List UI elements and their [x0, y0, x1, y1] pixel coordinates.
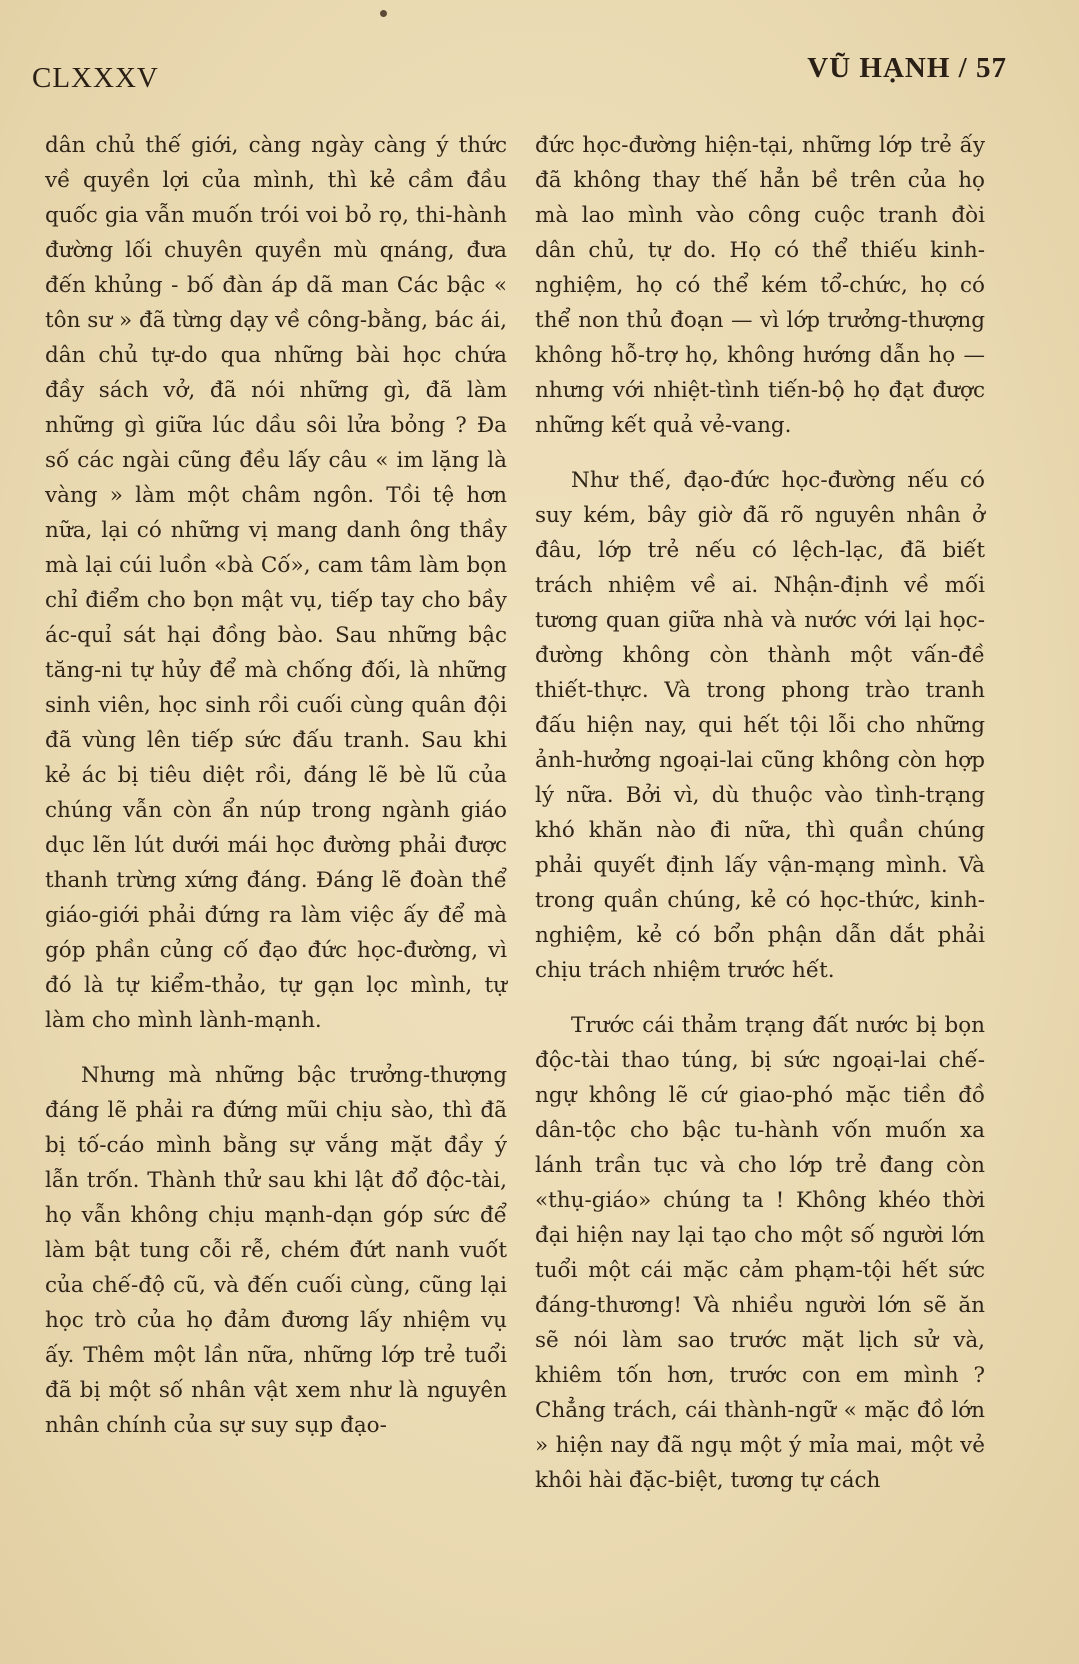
- left-column: [45, 128, 507, 1463]
- right-paragraph-3: Trước cái thảm trạng đất nước bị bọn độc-tài thao túng, bị sức ngoại-lai chế-ngự không lẽ cứ giao-phó mặc tiền đồ dân-tộc cho bậc tu-hành vốn muốn xa lánh trần tục và cho lớp trẻ đang còn «thụ-giáo» chúng ta ! Không khéo thời đại hiện nay lại tạo cho một số người lớn tuổi một cái mặc cảm phạm-tội hết sức đáng-thương! Và nhiều người lớn sẽ ăn sẽ nói làm sao trước mặt lịch sử và, khiêm tốn hơn, trước con em mình ? Chẳng trách, cái thành-ngữ « mặc đồ lớn » hiện nay đã ngụ một ý mỉa mai, một vẻ khôi hài đặc-biệt, tương tự cách: [535, 1013, 985, 1493]
- running-title: VŨ HẠNH / 57: [807, 52, 1007, 84]
- print-speck: [380, 10, 387, 17]
- section-number: CLXXXV: [32, 62, 159, 94]
- right-paragraph-2: Như thế, đạo-đức học-đường nếu có suy kém, bây giờ đã rõ nguyên nhân ở đâu, lớp trẻ nếu có lệch-lạc, đã biết trách nhiệm về ai. Nhận-định về mối tương quan giữa nhà và nước với lại học-đường không còn thành một vấn-đề thiết-thực. Và trong phong trào tranh đấu hiện nay, qui hết tội lỗi cho những ảnh-hưởng ngoại-lai cũng không còn hợp lý nữa. Bởi vì, dù thuộc vào tình-trạng khó khăn nào đi nữa, thì quần chúng phải quyết định lấy vận-mạng mình. Và trong quần chúng, kẻ có học-thức, kinh-nghiệm, kẻ có bổn phận dẫn dắt phải chịu trách nhiệm trước hết.: [535, 468, 985, 983]
- right-column: [535, 128, 985, 1518]
- left-paragraph-2: Nhưng mà những bậc trưởng-thượng đáng lẽ phải ra đứng mũi chịu sào, thì đã bị tố-cáo mình bằng sự vắng mặt đầy ý lẫn trốn. Thành thử sau khi lật đổ độc-tài, họ vẫn không chịu mạnh-dạn góp sức để làm bật tung cỗi rễ, chém đứt nanh vuốt của chế-độ cũ, và đến cuối cùng, cũng lại học trò của họ đảm đương lấy nhiệm vụ ấy. Thêm một lần nữa, những lớp trẻ tuổi đã bị một số nhân vật xem như là nguyên nhân chính của sự suy sụp đạo-: [45, 1063, 507, 1438]
- right-paragraph-1: đức học-đường hiện-tại, những lớp trẻ ấy đã không thay thế hẳn bề trên của họ mà lao mình vào công cuộc tranh đòi dân chủ, tự do. Họ có thể thiếu kinh-nghiệm, họ có thể kém tổ-chức, họ có thể non thủ đoạn — vì lớp trưởng-thượng không hỗ-trợ họ, không hướng dẫn họ — nhưng với nhiệt-tình tiến-bộ họ đạt được những kết quả vẻ-vang.: [535, 133, 985, 438]
- left-paragraph-1: dân chủ thế giới, càng ngày càng ý thức về quyền lợi của mình, thì kẻ cầm đầu quốc gia vẫn muốn trói voi bỏ rọ, thi-hành đường lối chuyên quyền mù qnáng, đưa đến khủng - bố đàn áp dã man Các bậc « tôn sư » đã từng dạy về công-bằng, bác ái, dân chủ tự-do qua những bài học chứa đầy sách vở, đã nói những gì, đã làm những gì giữa lúc dầu sôi lửa bỏng ? Đa số các ngài cũng đều lấy câu « im lặng là vàng » làm một châm ngôn. Tồi tệ hơn nữa, lại có những vị mang danh ông thầy mà lại cúi luồn «bà Cố», cam tâm làm bọn chỉ điểm cho bọn mật vụ, tiếp tay cho bầy ác-quỉ sát hại đồng bào. Sau những bậc tăng-ni tự hủy để mà chống đối, là những sinh viên, học sinh rồi cuối cùng quân đội đã vùng lên tiếp sức đấu tranh. Sau khi kẻ ác bị tiêu diệt rồi, đáng lẽ bè lũ của chúng vẫn còn ẩn núp trong ngành giáo dục lẽn lút dưới mái học đường phải được thanh trừng xứng đáng. Đáng lẽ đoàn thể giáo-giới phải đứng ra làm việc ấy để mà góp phần củng cố đạo đức học-đường, vì đó là tự kiểm-thảo, tự gạn lọc mình, tự làm cho mình lành-mạnh.: [45, 133, 507, 1033]
